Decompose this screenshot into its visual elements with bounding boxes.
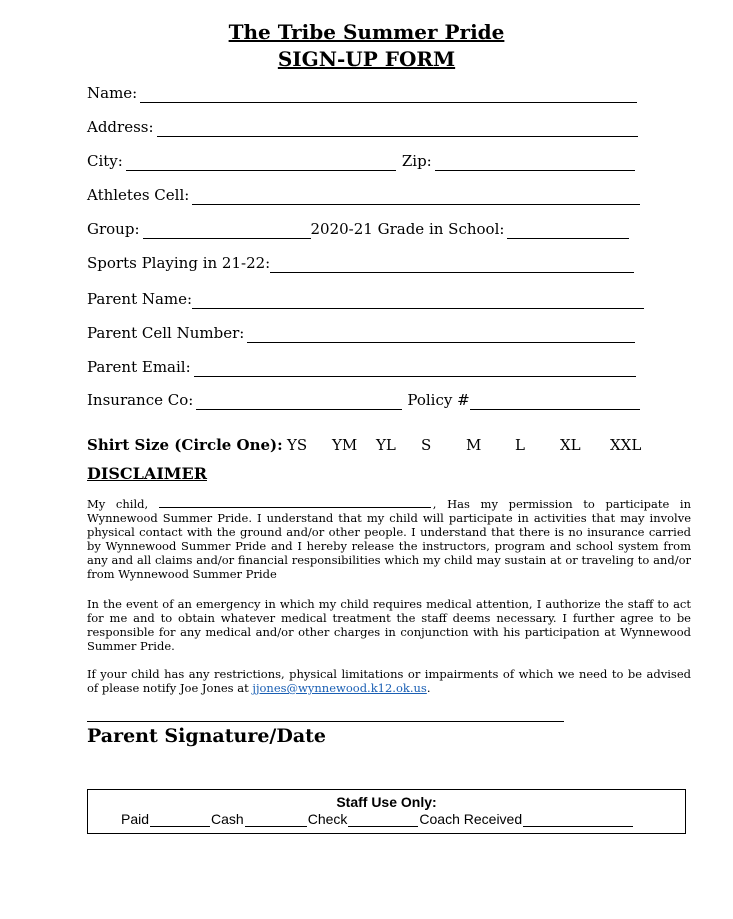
- name-field[interactable]: [140, 88, 637, 103]
- form-title: The Tribe Summer Pride: [228, 20, 505, 44]
- size-l[interactable]: L: [515, 436, 525, 454]
- sports-row: [87, 253, 637, 273]
- address-field[interactable]: [157, 122, 638, 137]
- check-field[interactable]: [348, 814, 418, 827]
- insurance-row: [87, 390, 643, 410]
- parent-cell-label: Parent Cell Number:: [87, 324, 245, 342]
- parent-cell-row: [87, 323, 638, 343]
- athletes-cell-label: Athletes Cell:: [87, 186, 190, 204]
- sports-field[interactable]: [270, 258, 634, 273]
- parent-email-label: Parent Email:: [87, 358, 191, 376]
- insurance-label: Insurance Co:: [87, 391, 194, 409]
- city-field[interactable]: [126, 156, 396, 171]
- disclaimer-paragraph-2: In the event of an emergency in which my child requires medical attention, I authorize the staff to act for me and to obtain whatever medical treatment the staff deems necessary. I further agree to be responsible for any medical and/or other charges in conjunction with his participation at Wynnewood Summer Pride.: [87, 597, 691, 653]
- group-field[interactable]: [143, 224, 311, 239]
- staff-row: [121, 811, 634, 827]
- group-row: [87, 219, 632, 239]
- check-label: Check: [307, 811, 348, 827]
- disclaimer-paragraph-3: If your child has any restrictions, physical limitations or impairments of which we need to be advised of please notify Joe Jones at jjones@wynnewood.k12.ok.us.: [87, 667, 691, 695]
- size-xl[interactable]: XL: [560, 436, 581, 454]
- sports-label: Sports Playing in 21-22:: [87, 254, 271, 272]
- coach-received-label: Coach Received: [419, 811, 523, 827]
- city-row: [87, 151, 638, 171]
- size-ys[interactable]: YS: [287, 436, 308, 454]
- zip-field[interactable]: [435, 156, 635, 171]
- address-row: [87, 117, 641, 137]
- size-xxl[interactable]: XXL: [610, 436, 642, 454]
- parent-email-row: [87, 357, 639, 377]
- policy-label: Policy #: [407, 391, 470, 409]
- paid-label: Paid: [121, 811, 150, 827]
- name-row: [87, 83, 640, 103]
- address-label: Address:: [87, 118, 154, 136]
- parent-name-row: [87, 289, 647, 309]
- name-label: Name:: [87, 84, 138, 102]
- insurance-field[interactable]: [196, 395, 402, 410]
- parent-name-field[interactable]: [192, 294, 644, 309]
- staff-use-box: [87, 789, 686, 834]
- parent-name-label: Parent Name:: [87, 290, 193, 308]
- athletes-cell-field[interactable]: [192, 190, 640, 205]
- athletes-cell-row: [87, 185, 643, 205]
- parent-email-field[interactable]: [194, 362, 636, 377]
- paid-field[interactable]: [150, 814, 210, 827]
- zip-label: Zip:: [401, 152, 432, 170]
- cash-field[interactable]: [245, 814, 307, 827]
- contact-email-link[interactable]: jjones@wynnewood.k12.ok.us: [252, 681, 427, 695]
- policy-field[interactable]: [470, 395, 640, 410]
- size-yl[interactable]: YL: [376, 436, 396, 454]
- child-name-field[interactable]: [159, 497, 431, 508]
- cash-label: Cash: [211, 811, 244, 827]
- size-ym[interactable]: YM: [332, 436, 358, 454]
- signature-label: Parent Signature/Date: [87, 725, 327, 747]
- coach-received-field[interactable]: [523, 814, 633, 827]
- grade-label: 2020-21 Grade in School:: [310, 220, 505, 238]
- shirt-size-label: Shirt Size (Circle One):: [87, 436, 283, 454]
- city-label: City:: [87, 152, 123, 170]
- size-s[interactable]: S: [421, 436, 432, 454]
- form-subtitle: SIGN-UP FORM: [277, 47, 456, 71]
- grade-field[interactable]: [507, 224, 629, 239]
- disclaimer-heading: DISCLAIMER: [87, 464, 207, 483]
- group-label: Group:: [87, 220, 140, 238]
- disclaimer-paragraph-1: My child, , Has my permission to participate in Wynnewood Summer Pride. I understand that my child will participate in activities that may involve physical contact with the ground and/or other people. I understand that there is no insurance carried by Wynnewood Summer Pride and I hereby release the instructors, program and school system from any and all claims and/or financial responsibilities which my child may sustain at or traveling to and/or from Wynnewood Summer Pride: [87, 497, 691, 581]
- signature-line[interactable]: [87, 721, 564, 722]
- parent-cell-field[interactable]: [247, 328, 635, 343]
- staff-title: Staff Use Only:: [336, 794, 437, 810]
- size-m[interactable]: M: [466, 436, 482, 454]
